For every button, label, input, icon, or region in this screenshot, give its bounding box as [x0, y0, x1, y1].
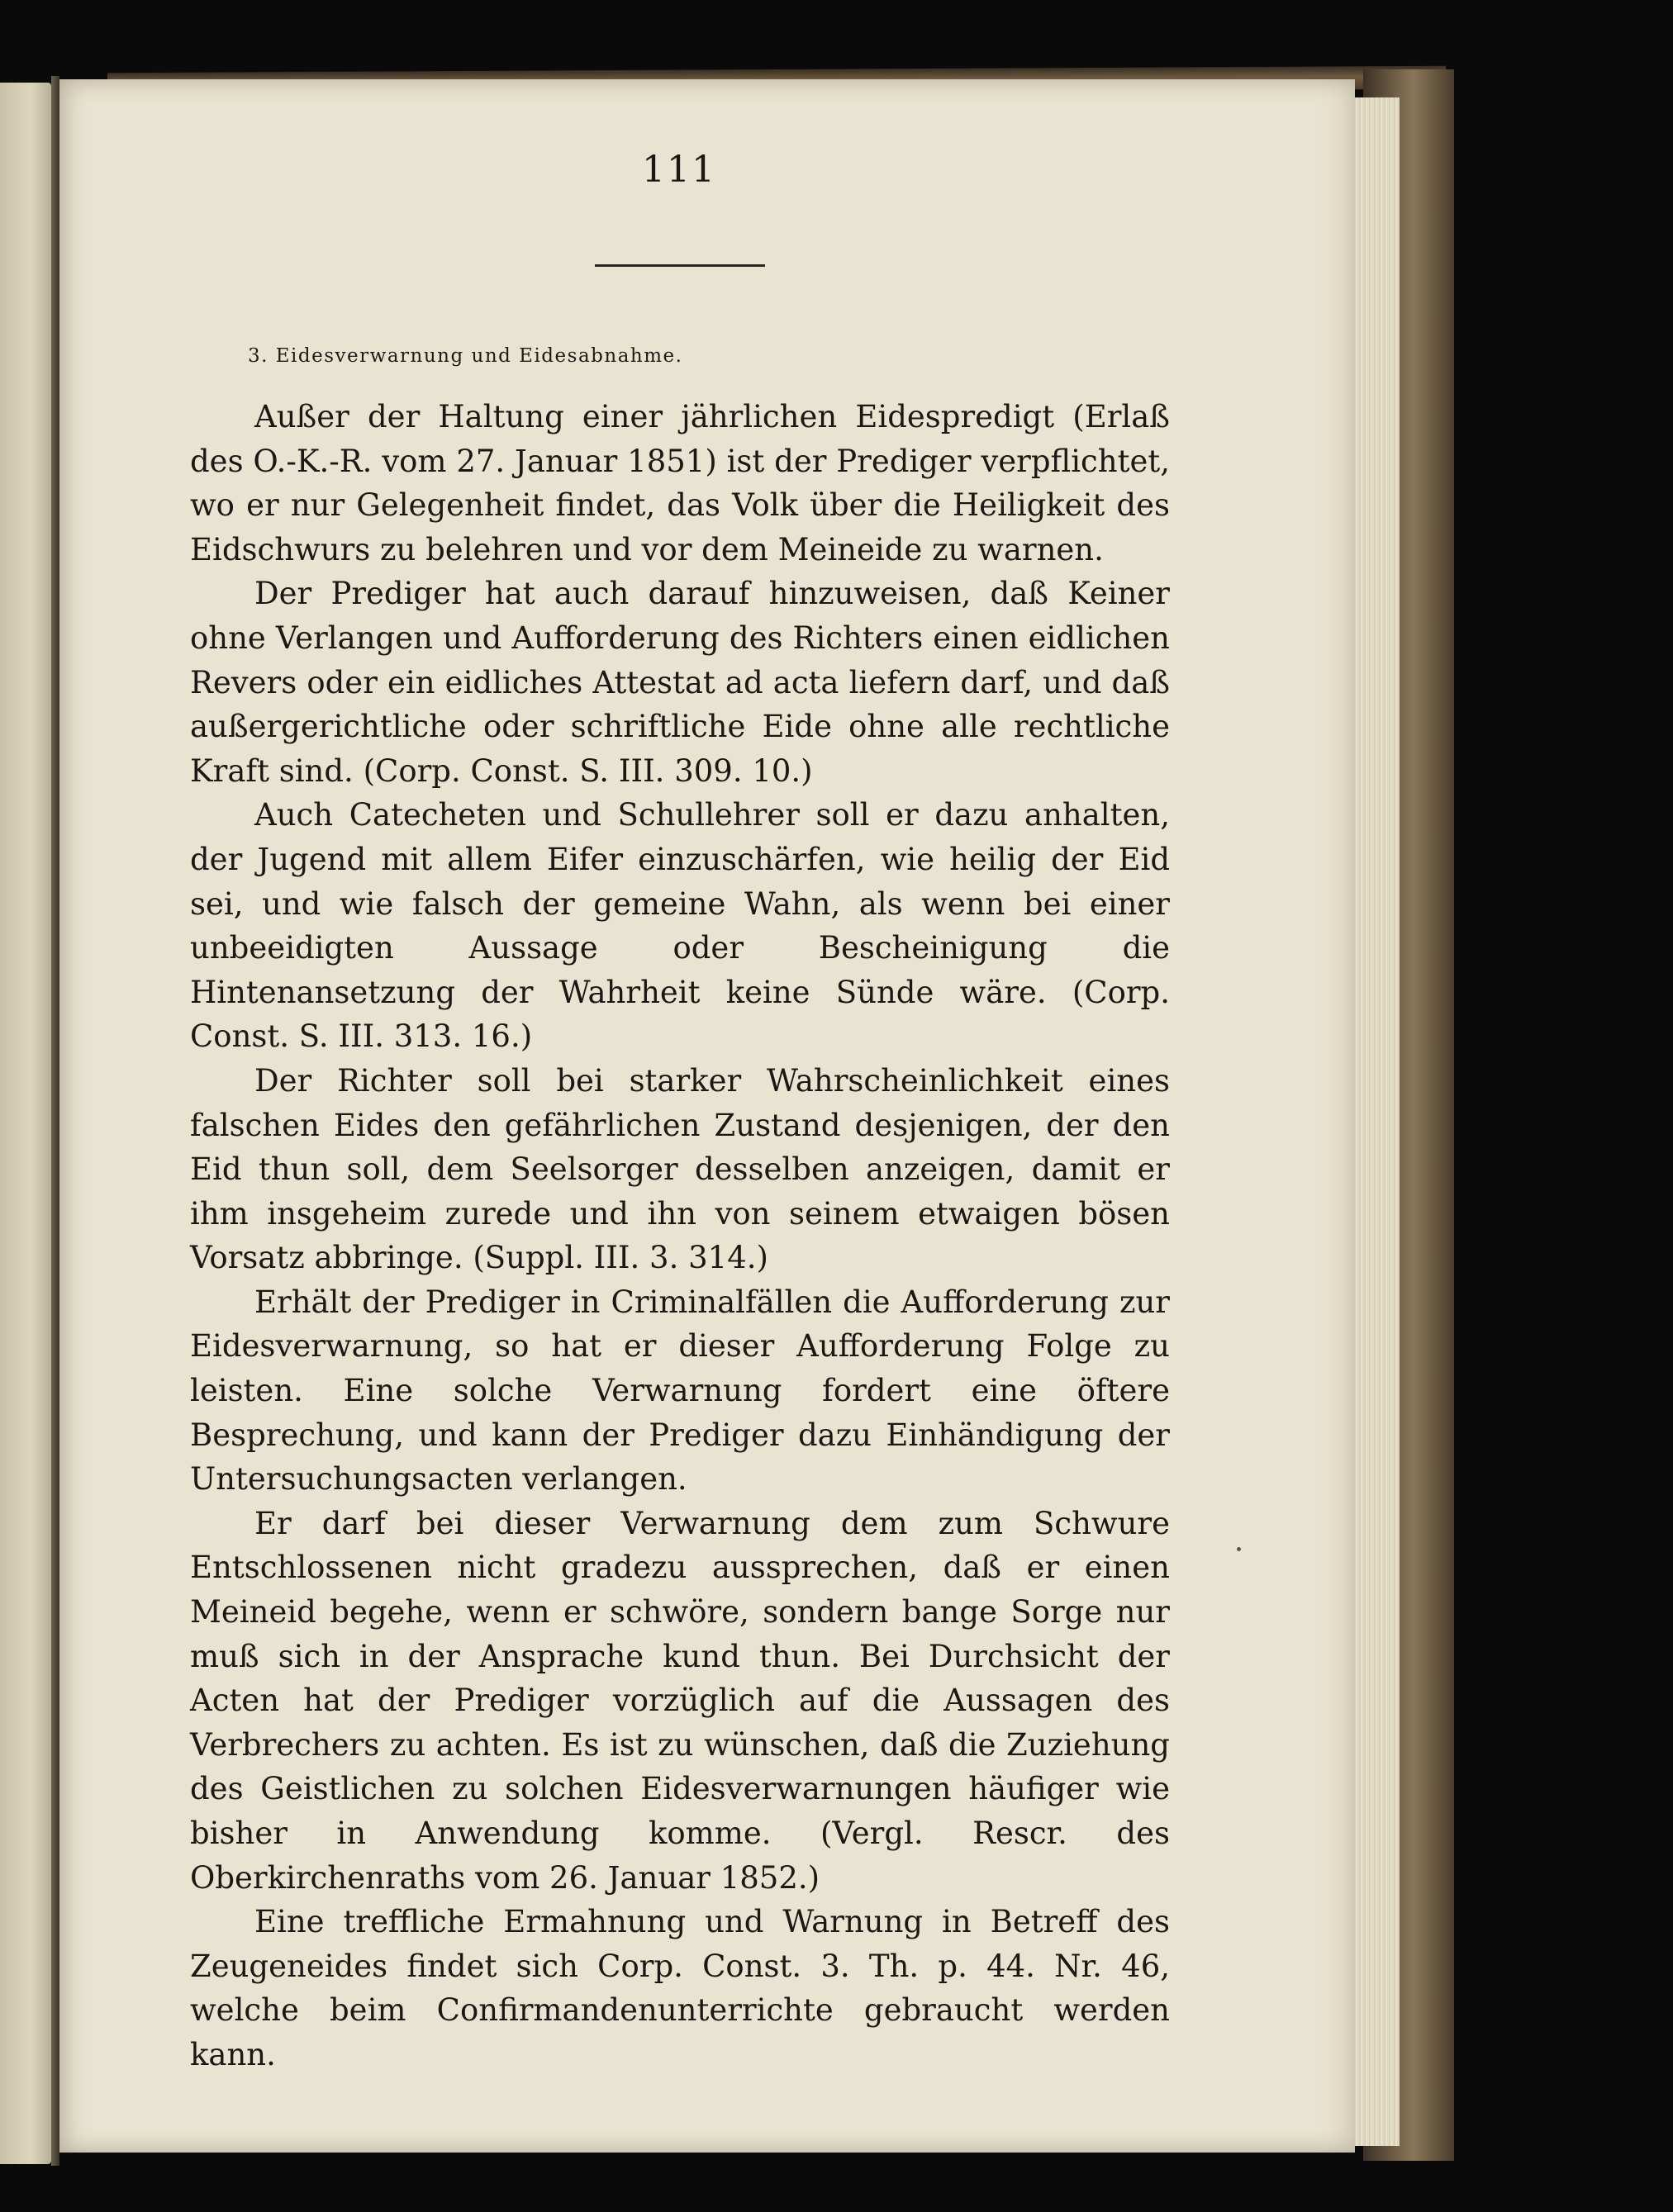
- paragraph: Erhält der Prediger in Criminalfällen die Aufforderung zur Eidesverwarnung, so hat er dieser Aufforderung Folge zu leisten. Eine solche Verwarnung fordert eine öftere Besprechung, und kann der Prediger dazu Einhändigung der Untersuchungsacten verlangen.: [190, 1284, 1170, 1498]
- page-stack-edge: [1348, 97, 1400, 2146]
- paragraph: Auch Catecheten und Schullehrer soll er dazu anhalten, der Jugend mit allem Eifer einzuschärfen, wie heilig der Eid sei, und wie falsch der gemeine Wahn, als wenn bei einer unbeeidigten Aussage oder Bescheinigung die Hintenansetzung der Wahrheit keine Sünde wäre. (Corp. Const. S. III. 313. 16.): [190, 797, 1170, 1055]
- body-text: [190, 395, 1170, 2077]
- paper-speck: [1237, 1547, 1241, 1551]
- paragraph: Der Richter soll bei starker Wahrscheinlichkeit eines falschen Eides den gefährlichen Zustand desjenigen, der den Eid thun soll, dem Seelsorger desselben anzeigen, damit er ihm insgeheim zurede und ihn von seinem etwaigen bösen Vorsatz abbringe. (Suppl. III. 3. 314.): [190, 1062, 1170, 1276]
- paragraph: Er darf bei dieser Verwarnung dem zum Schwure Entschlossenen nicht gradezu aussprechen, daß er einen Meineid begehe, wenn er schwöre, sondern bange Sorge nur muß sich in der Ansprache kund thun. Bei Durchsicht der Acten hat der Prediger vorzüglich auf die Aussagen des Verbrechers zu achten. Es ist zu wünschen, daß die Zuziehung des Geistlichen zu solchen Eidesverwarnungen häufiger wie bisher in Anwendung komme. (Vergl. Rescr. des Oberkirchenraths vom 26. Januar 1852.): [190, 1505, 1170, 1896]
- book-gutter: [51, 76, 59, 2166]
- left-page-edge: [0, 83, 51, 2164]
- paragraph: Außer der Haltung einer jährlichen Eidespredigt (Erlaß des O.-K.-R. vom 27. Januar 1851) ist der Prediger verpflichtet, wo er nur Gelegenheit findet, das Volk über die Heiligkeit des Eidschwurs zu belehren und vor dem Meineide zu warnen.: [190, 399, 1170, 567]
- page-number-rule: [595, 264, 765, 267]
- paragraph: Der Prediger hat auch darauf hinzuweisen, daß Keiner ohne Verlangen und Aufforderung des Richters einen eidlichen Revers oder ein eidliches Attestat ad acta liefern darf, und daß außergerichtliche oder schriftliche Eide ohne alle rechtliche Kraft sind. (Corp. Const. S. III. 309. 10.): [190, 576, 1170, 789]
- section-heading: 3. Eidesverwarnung und Eidesabnahme.: [248, 345, 683, 367]
- paragraph: Eine treffliche Ermahnung und Warnung in Betreff des Zeugeneides findet sich Corp. Const. 3. Th. p. 44. Nr. 46, welche beim Confirmandenunterrichte gebraucht werden kann.: [190, 1904, 1170, 2072]
- page-number: 111: [642, 149, 716, 191]
